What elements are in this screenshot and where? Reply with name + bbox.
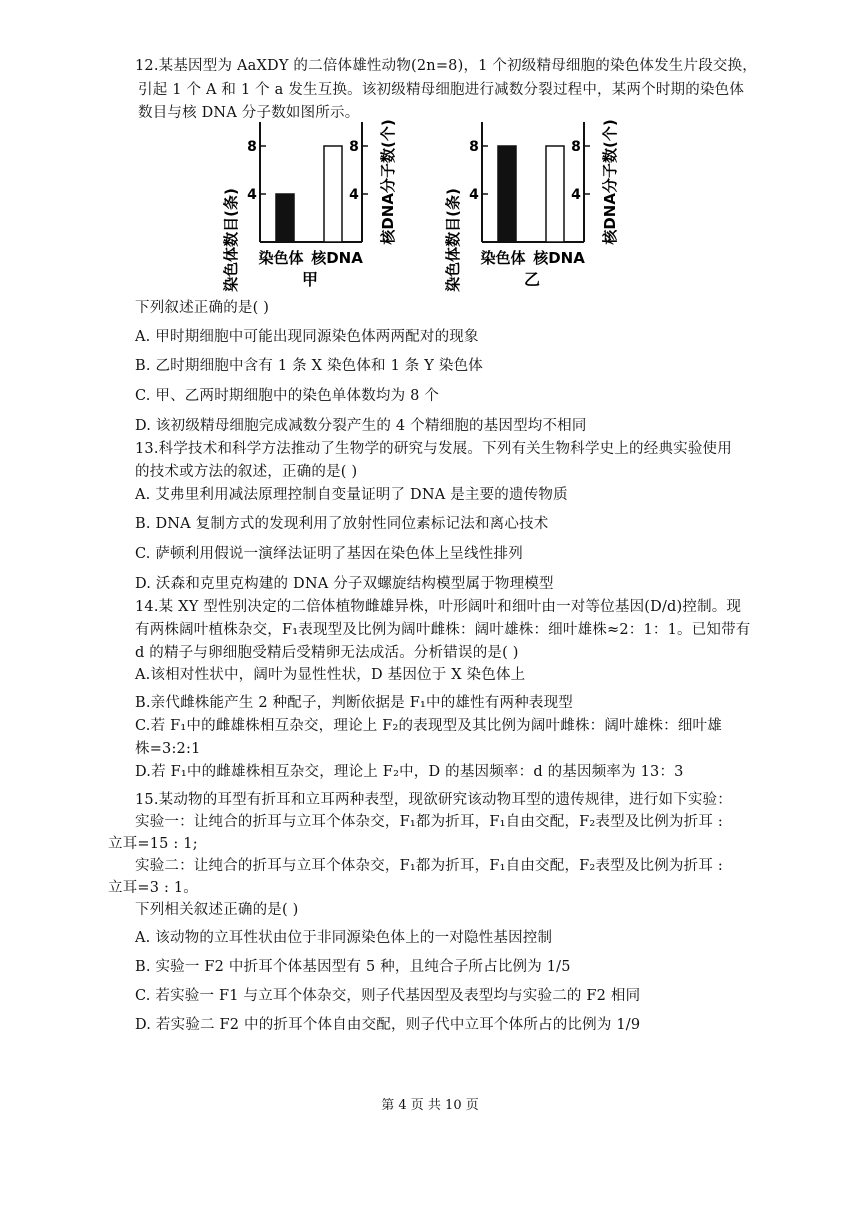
chart-yi-bar-0 <box>498 146 516 242</box>
chart-jia-title: 甲 <box>301 270 319 289</box>
chart-jia-categories <box>258 249 363 267</box>
chart-yi-bar-1 <box>546 146 564 242</box>
chart-yi <box>432 112 622 294</box>
q12-option-b: B. 乙时期细胞中含有 1 条 X 染色体和 1 条 Y 染色体 <box>135 358 483 374</box>
chart-jia-tick-label-left-1: 8 <box>247 139 257 155</box>
chart-jia-bars <box>276 146 342 242</box>
chart-jia-tick-label-left-0: 4 <box>247 187 257 203</box>
q15-exp1-line-1: 实验一：让纯合的折耳与立耳个体杂交，F₁都为折耳，F₁自由交配，F₂表型及比例为折耳 : <box>135 814 723 830</box>
chart-jia-category-1: 核DNA <box>311 249 363 267</box>
q12-stem-line-1: 12.某基因型为 AaXDY 的二倍体雄性动物(2n=8)，1 个初级精母细胞的染色体发生片段交换， <box>135 58 757 74</box>
q15-option-d: D. 若实验二 F2 中的折耳个体自由交配，则子代中立耳个体所占的比例为 1/9 <box>135 1017 641 1033</box>
q13-option-a: A. 艾弗里利用减法原理控制自变量证明了 DNA 是主要的遗传物质 <box>135 487 568 503</box>
chart-jia-tick-label-right-1: 8 <box>349 139 359 155</box>
q15-exp2-line-1: 实验二：让纯合的折耳与立耳个体杂交，F₁都为折耳，F₁自由交配，F₂表型及比例为折耳 : <box>135 858 723 874</box>
q13-option-b: B. DNA 复制方式的发现利用了放射性同位素标记法和离心技术 <box>135 516 549 532</box>
q13-option-c: C. 萨顿利用假说一演绎法证明了基因在染色体上呈线性排列 <box>135 546 523 562</box>
chart-yi-bars <box>498 146 564 242</box>
q15-option-a: A. 该动物的立耳性状由位于非同源染色体上的一对隐性基因控制 <box>135 930 553 946</box>
q15-option-b: B. 实验一 F2 中折耳个体基因型有 5 种，且纯合子所占比例为 1/5 <box>135 959 571 975</box>
chart-yi-tick-label-left-0: 4 <box>469 187 479 203</box>
q12-stem-line-2: 引起 1 个 A 和 1 个 a 发生互换。该初级精母细胞进行减数分裂过程中，某两个时期的染色体 <box>138 82 745 98</box>
q15-option-c: C. 若实验一 F1 与立耳个体杂交，则子代基因型及表型均与实验二的 F2 相同 <box>135 988 641 1004</box>
chart-yi-category-1: 核DNA <box>533 249 585 267</box>
chart-jia-ticks <box>247 139 368 203</box>
chart-jia-tick-label-right-0: 4 <box>349 187 359 203</box>
q13-stem-line-1: 13.科学技术和科学方法推动了生物学的研究与发展。下列有关生物科学史上的经典实验使用 <box>135 441 732 457</box>
q14-option-c: C.若 F₁中的雌雄株相互杂交，理论上 F₂的表现型及其比例为阔叶雌株：阔叶雄株：细叶雄 <box>135 718 722 734</box>
chart-yi-tick-label-right-1: 8 <box>571 139 581 155</box>
chart-yi-ticks <box>469 139 590 203</box>
q14-option-c-cont: 株=3:2:1 <box>135 741 201 757</box>
q12-option-c: C. 甲、乙两时期细胞中的染色单体数均为 8 个 <box>135 388 440 404</box>
chart-yi-category-0: 染色体 <box>480 249 526 267</box>
q14-stem-line-1: 14.某 XY 型性别决定的二倍体植物雌雄异株，叶形阔叶和细叶由一对等位基因(D/d)控制。现 <box>135 599 742 615</box>
chart-jia-bar-1 <box>324 146 342 242</box>
q12-option-a: A. 甲时期细胞中可能出现同源染色体两两配对的现象 <box>135 329 479 345</box>
q15-exp1-line-2: 立耳=15 : 1; <box>108 836 198 852</box>
q15-prompt: 下列相关叙述正确的是( ) <box>135 902 299 918</box>
q13-stem-line-2: 的技术或方法的叙述，正确的是( ) <box>135 464 358 480</box>
q14-stem-line-2: 有两株阔叶植株杂交，F₁表现型及比例为阔叶雌株：阔叶雄株：细叶雄株≈2：1：1。已知带有 <box>135 622 751 638</box>
q15-exp2-line-2: 立耳=3 : 1。 <box>108 880 199 896</box>
chart-jia-category-0: 染色体 <box>258 249 304 267</box>
chart-jia <box>210 112 400 294</box>
chart-jia-bar-0 <box>276 194 294 242</box>
chart-jia-y2label: 核DNA分子数(个) <box>379 119 397 245</box>
chart-yi-title: 乙 <box>523 270 541 289</box>
page-footer: 第 4 页 共 10 页 <box>381 1098 479 1113</box>
q13-option-d: D. 沃森和克里克构建的 DNA 分子双螺旋结构模型属于物理模型 <box>135 576 554 592</box>
chart-yi-y2label: 核DNA分子数(个) <box>601 119 619 245</box>
q12-option-d: D. 该初级精母细胞完成减数分裂产生的 4 个精细胞的基因型均不相同 <box>135 418 587 434</box>
chart-yi-categories <box>480 249 585 267</box>
q14-option-b: B.亲代雌株能产生 2 种配子，判断依据是 F₁中的雄性有两种表现型 <box>135 695 573 711</box>
q14-option-a: A.该相对性状中，阔叶为显性性状，D 基因位于 X 染色体上 <box>135 667 526 683</box>
q14-option-d: D.若 F₁中的雌雄株相互杂交，理论上 F₂中，D 的基因频率：d 的基因频率为 13：3 <box>135 764 684 780</box>
chart-yi-tick-label-left-1: 8 <box>469 139 479 155</box>
q14-stem-line-3: d 的精子与卵细胞受精后受精卵无法成活。分析错误的是( ) <box>135 645 519 661</box>
q12-stem-line-3: 数目与核 DNA 分子数如图所示。 <box>138 105 360 121</box>
chart-jia-ylabel: 染色体数目(条) <box>222 188 240 292</box>
q12-prompt: 下列叙述正确的是( ) <box>135 300 270 316</box>
q15-stem: 15.某动物的耳型有折耳和立耳两种表型，现欲研究该动物耳型的遗传规律，进行如下实验： <box>135 792 732 808</box>
chart-yi-tick-label-right-0: 4 <box>571 187 581 203</box>
chart-yi-ylabel: 染色体数目(条) <box>444 188 462 292</box>
